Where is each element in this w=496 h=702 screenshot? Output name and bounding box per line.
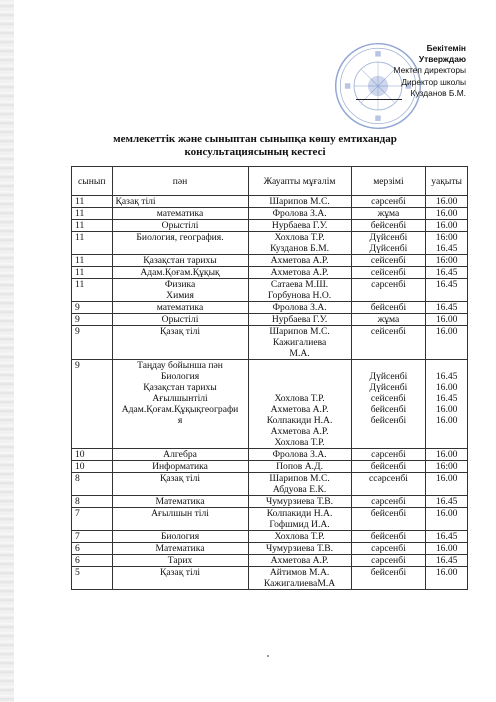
teacher-line: Хохлова Т.Р. xyxy=(274,393,325,404)
scan-edge-strip xyxy=(0,0,14,702)
cell-time: 16:00 xyxy=(426,461,468,473)
cell-teacher: Нурбаева Г.У. xyxy=(248,314,351,326)
cell-grade: 11 xyxy=(72,208,113,220)
cell-teacher: Шарипов М.С. xyxy=(248,196,351,208)
cell-teacher: Чумурзиева Т.В. xyxy=(248,496,351,508)
table-row xyxy=(72,543,468,555)
day-line: сейсенбі xyxy=(370,393,406,404)
cell-day: бейсенбі xyxy=(351,508,426,531)
cell-teacher xyxy=(248,279,351,302)
table-row xyxy=(72,326,468,360)
cell-day: сәрсенбі xyxy=(351,449,426,461)
day-line: Дүйсенбі xyxy=(369,232,408,243)
cell-subject: Математика xyxy=(112,496,248,508)
director-name: Кузданов Б.М. xyxy=(410,87,466,98)
header-grade: сынып xyxy=(72,167,113,196)
approval-ru: Утверждаю xyxy=(418,54,466,65)
teacher-line: Колпакиди Н.А. xyxy=(266,415,333,426)
spacer xyxy=(252,382,348,393)
subject-line: Адам.Қоғам.Құқықгеографи xyxy=(121,404,239,415)
cell-teacher: Хохлова Т.Р. xyxy=(248,531,351,543)
cell-teacher: Ахметова А.Р. xyxy=(248,555,351,567)
cell-day: сәрсенбі xyxy=(351,543,426,555)
teacher-line: КажигалиеваМ.А xyxy=(263,578,336,589)
cell-day: сәрсенбі xyxy=(351,279,426,302)
cell-subject: Қазақ тілі xyxy=(112,326,248,360)
time-line: 16.00 xyxy=(435,404,458,415)
cell-time: 16.00 xyxy=(426,543,468,555)
day-line: Дүйсенбі xyxy=(369,382,408,393)
cell-day: бейсенбі xyxy=(351,531,426,543)
table-row xyxy=(72,555,468,567)
table-row xyxy=(72,496,468,508)
cell-subject: математика xyxy=(112,302,248,314)
cell-day xyxy=(351,232,426,255)
table-row xyxy=(72,267,468,279)
cell-day: жұма xyxy=(351,314,426,326)
cell-time xyxy=(426,232,468,255)
document-title xyxy=(90,133,420,159)
title-line-2: консультациясының кестесі xyxy=(184,146,326,158)
cell-subject: Орыстілі xyxy=(112,220,248,232)
cell-subject: Қазақ тілі xyxy=(112,196,248,208)
cell-grade: 11 xyxy=(72,267,113,279)
header-time: уақыты xyxy=(426,167,468,196)
cell-grade: 6 xyxy=(72,555,113,567)
cell-time: 16.45 xyxy=(426,496,468,508)
teacher-line: Сатаева М.Ш. xyxy=(270,279,329,290)
schedule-table xyxy=(71,166,468,590)
cell-day xyxy=(351,360,426,449)
cell-grade: 11 xyxy=(72,232,113,255)
cell-day: бейсенбі xyxy=(351,461,426,473)
cell-grade: 7 xyxy=(72,531,113,543)
cell-time: 16:00 xyxy=(426,255,468,267)
scan-speck xyxy=(267,655,269,657)
cell-grade: 8 xyxy=(72,473,113,496)
cell-subject: Биология xyxy=(112,531,248,543)
table-row xyxy=(72,314,468,326)
cell-subject xyxy=(112,279,248,302)
day-line: Дүйсенбі xyxy=(369,243,408,254)
cell-grade: 8 xyxy=(72,496,113,508)
cell-time: 16.45 xyxy=(426,531,468,543)
time-line: 16.00 xyxy=(435,382,458,393)
table-header-row xyxy=(72,167,468,196)
cell-teacher: Ахметова А.Р. xyxy=(248,255,351,267)
teacher-line: Горбунова Н.О. xyxy=(267,290,332,301)
cell-time: 16.00 xyxy=(426,567,468,590)
table-row xyxy=(72,232,468,255)
table-row xyxy=(72,473,468,496)
cell-teacher xyxy=(248,508,351,531)
teacher-line: Ахметова А.Р. xyxy=(270,404,329,415)
cell-grade: 11 xyxy=(72,220,113,232)
cell-subject: Алгебра xyxy=(112,449,248,461)
teacher-line: Гофшмид И.А. xyxy=(269,519,330,530)
cell-grade: 6 xyxy=(72,543,113,555)
time-line: 16.45 xyxy=(435,371,458,382)
cell-grade: 9 xyxy=(72,326,113,360)
time-line: 16:00 xyxy=(435,232,458,243)
cell-teacher: Чумурзиева Т.В. xyxy=(248,543,351,555)
time-line: 16.45 xyxy=(435,393,458,404)
spacer xyxy=(252,371,348,382)
cell-grade: 11 xyxy=(72,255,113,267)
teacher-line: Шарипов М.С. xyxy=(269,326,330,337)
cell-teacher: Нурбаева Г.У. xyxy=(248,220,351,232)
teacher-line: Хохлова Т.Р. xyxy=(274,437,325,448)
approval-block xyxy=(316,43,466,99)
cell-subject: Тарих xyxy=(112,555,248,567)
table-row xyxy=(72,196,468,208)
cell-teacher xyxy=(248,567,351,590)
teacher-line: Ахметова А.Р. xyxy=(270,426,329,437)
cell-grade: 10 xyxy=(72,449,113,461)
cell-day: бейсенбі xyxy=(351,220,426,232)
cell-subject: Орыстілі xyxy=(112,314,248,326)
cell-grade: 7 xyxy=(72,508,113,531)
cell-teacher xyxy=(248,473,351,496)
cell-time: 16.00 xyxy=(426,449,468,461)
cell-day: сәрсенбі xyxy=(351,555,426,567)
table-row xyxy=(72,279,468,302)
cell-teacher xyxy=(248,360,351,449)
table-row xyxy=(72,531,468,543)
subject-line: Физика xyxy=(164,279,196,290)
teacher-line: М.А. xyxy=(289,348,310,359)
cell-grade: 11 xyxy=(72,196,113,208)
teacher-line: Колпакиди Н.А. xyxy=(266,508,333,519)
cell-grade: 11 xyxy=(72,279,113,302)
cell-grade: 9 xyxy=(72,360,113,449)
cell-teacher xyxy=(248,326,351,360)
subject-line: Таңдау бойынша пән xyxy=(137,360,223,371)
cell-subject: Биология, география. xyxy=(112,232,248,255)
cell-time: 16.00 xyxy=(426,314,468,326)
teacher-line: Кузданов Б.М. xyxy=(270,243,330,254)
subject-line: Қазақстан тарихы xyxy=(143,382,217,393)
time-line: 16.45 xyxy=(435,243,458,254)
time-line: 16.00 xyxy=(435,415,458,426)
table-row xyxy=(72,461,468,473)
cell-grade: 9 xyxy=(72,314,113,326)
table-row xyxy=(72,302,468,314)
subject-line: Химия xyxy=(166,290,194,301)
cell-time: 16.00 xyxy=(426,473,468,496)
cell-time: 16.00 xyxy=(426,196,468,208)
cell-subject: Адам.Қоғам.Құқық xyxy=(112,267,248,279)
subject-line: Биология xyxy=(160,371,200,382)
teacher-line: Айтимов М.А. xyxy=(269,567,330,578)
cell-day: сәрсенбі xyxy=(351,196,426,208)
cell-subject: Ағылшын тілі xyxy=(112,508,248,531)
title-line-1: мемлекеттік және сыныптан сыныпқа көшу емтихандар xyxy=(113,133,397,145)
table-row xyxy=(72,508,468,531)
cell-subject xyxy=(112,360,248,449)
cell-subject: Информатика xyxy=(112,461,248,473)
cell-teacher: Ахметова А.Р. xyxy=(248,267,351,279)
day-line: Дүйсенбі xyxy=(369,371,408,382)
cell-time: 16.00 xyxy=(426,208,468,220)
cell-subject: математика xyxy=(112,208,248,220)
header-day: мерзімі xyxy=(351,167,426,196)
teacher-line: Шарипов М.С. xyxy=(269,473,330,484)
table-row xyxy=(72,360,468,449)
director-title-kz: Мектеп директоры xyxy=(393,65,466,76)
cell-time: 16.45 xyxy=(426,555,468,567)
cell-time: 16.45 xyxy=(426,267,468,279)
cell-subject: Қазақ тілі xyxy=(112,473,248,496)
cell-day: бейсенбі xyxy=(351,302,426,314)
cell-day: жұма xyxy=(351,208,426,220)
cell-grade: 9 xyxy=(72,302,113,314)
cell-day: сәрсенбі xyxy=(351,496,426,508)
subject-line: я xyxy=(177,415,183,426)
cell-time: 16.45 xyxy=(426,279,468,302)
cell-time: 16.00 xyxy=(426,220,468,232)
spacer xyxy=(429,360,464,371)
table-row xyxy=(72,449,468,461)
cell-day: сейсенбі xyxy=(351,326,426,360)
cell-time: 16.45 xyxy=(426,302,468,314)
director-title-ru: Директор школы xyxy=(401,76,466,87)
day-line: бейсенбі xyxy=(370,415,407,426)
table-row xyxy=(72,255,468,267)
cell-teacher: Попов А.Д. xyxy=(248,461,351,473)
cell-day: сейсенбі xyxy=(351,267,426,279)
header-subject: пән xyxy=(112,167,248,196)
cell-time: 16.00 xyxy=(426,326,468,360)
cell-teacher: Фролова З.А. xyxy=(248,449,351,461)
cell-subject: Қазақ тілі xyxy=(112,567,248,590)
cell-day: бейсенбі xyxy=(351,567,426,590)
cell-day: сейсенбі xyxy=(351,255,426,267)
cell-grade: 5 xyxy=(72,567,113,590)
signature-line xyxy=(356,99,402,100)
cell-teacher: Фролова З.А. xyxy=(248,208,351,220)
cell-time xyxy=(426,360,468,449)
day-line: бейсенбі xyxy=(370,404,407,415)
table-row xyxy=(72,220,468,232)
cell-subject: Математика xyxy=(112,543,248,555)
cell-teacher xyxy=(248,232,351,255)
cell-grade: 10 xyxy=(72,461,113,473)
cell-subject: Қазақстан тарихы xyxy=(112,255,248,267)
table-row xyxy=(72,567,468,590)
cell-teacher: Фролова З.А. xyxy=(248,302,351,314)
cell-day: ссәрсенбі xyxy=(351,473,426,496)
cell-time: 16.00 xyxy=(426,508,468,531)
subject-line: Ағылшынтілі xyxy=(152,393,208,404)
spacer xyxy=(252,360,348,371)
spacer xyxy=(355,360,423,371)
header-teacher: Жауапты мұғалім xyxy=(248,167,351,196)
teacher-line: Хохлова Т.Р. xyxy=(274,232,325,243)
teacher-line: Абдуова Е.К. xyxy=(272,484,327,495)
approval-kz: Бекітемін xyxy=(426,43,466,53)
table-row xyxy=(72,208,468,220)
teacher-line: Кажигалиева xyxy=(272,337,327,348)
